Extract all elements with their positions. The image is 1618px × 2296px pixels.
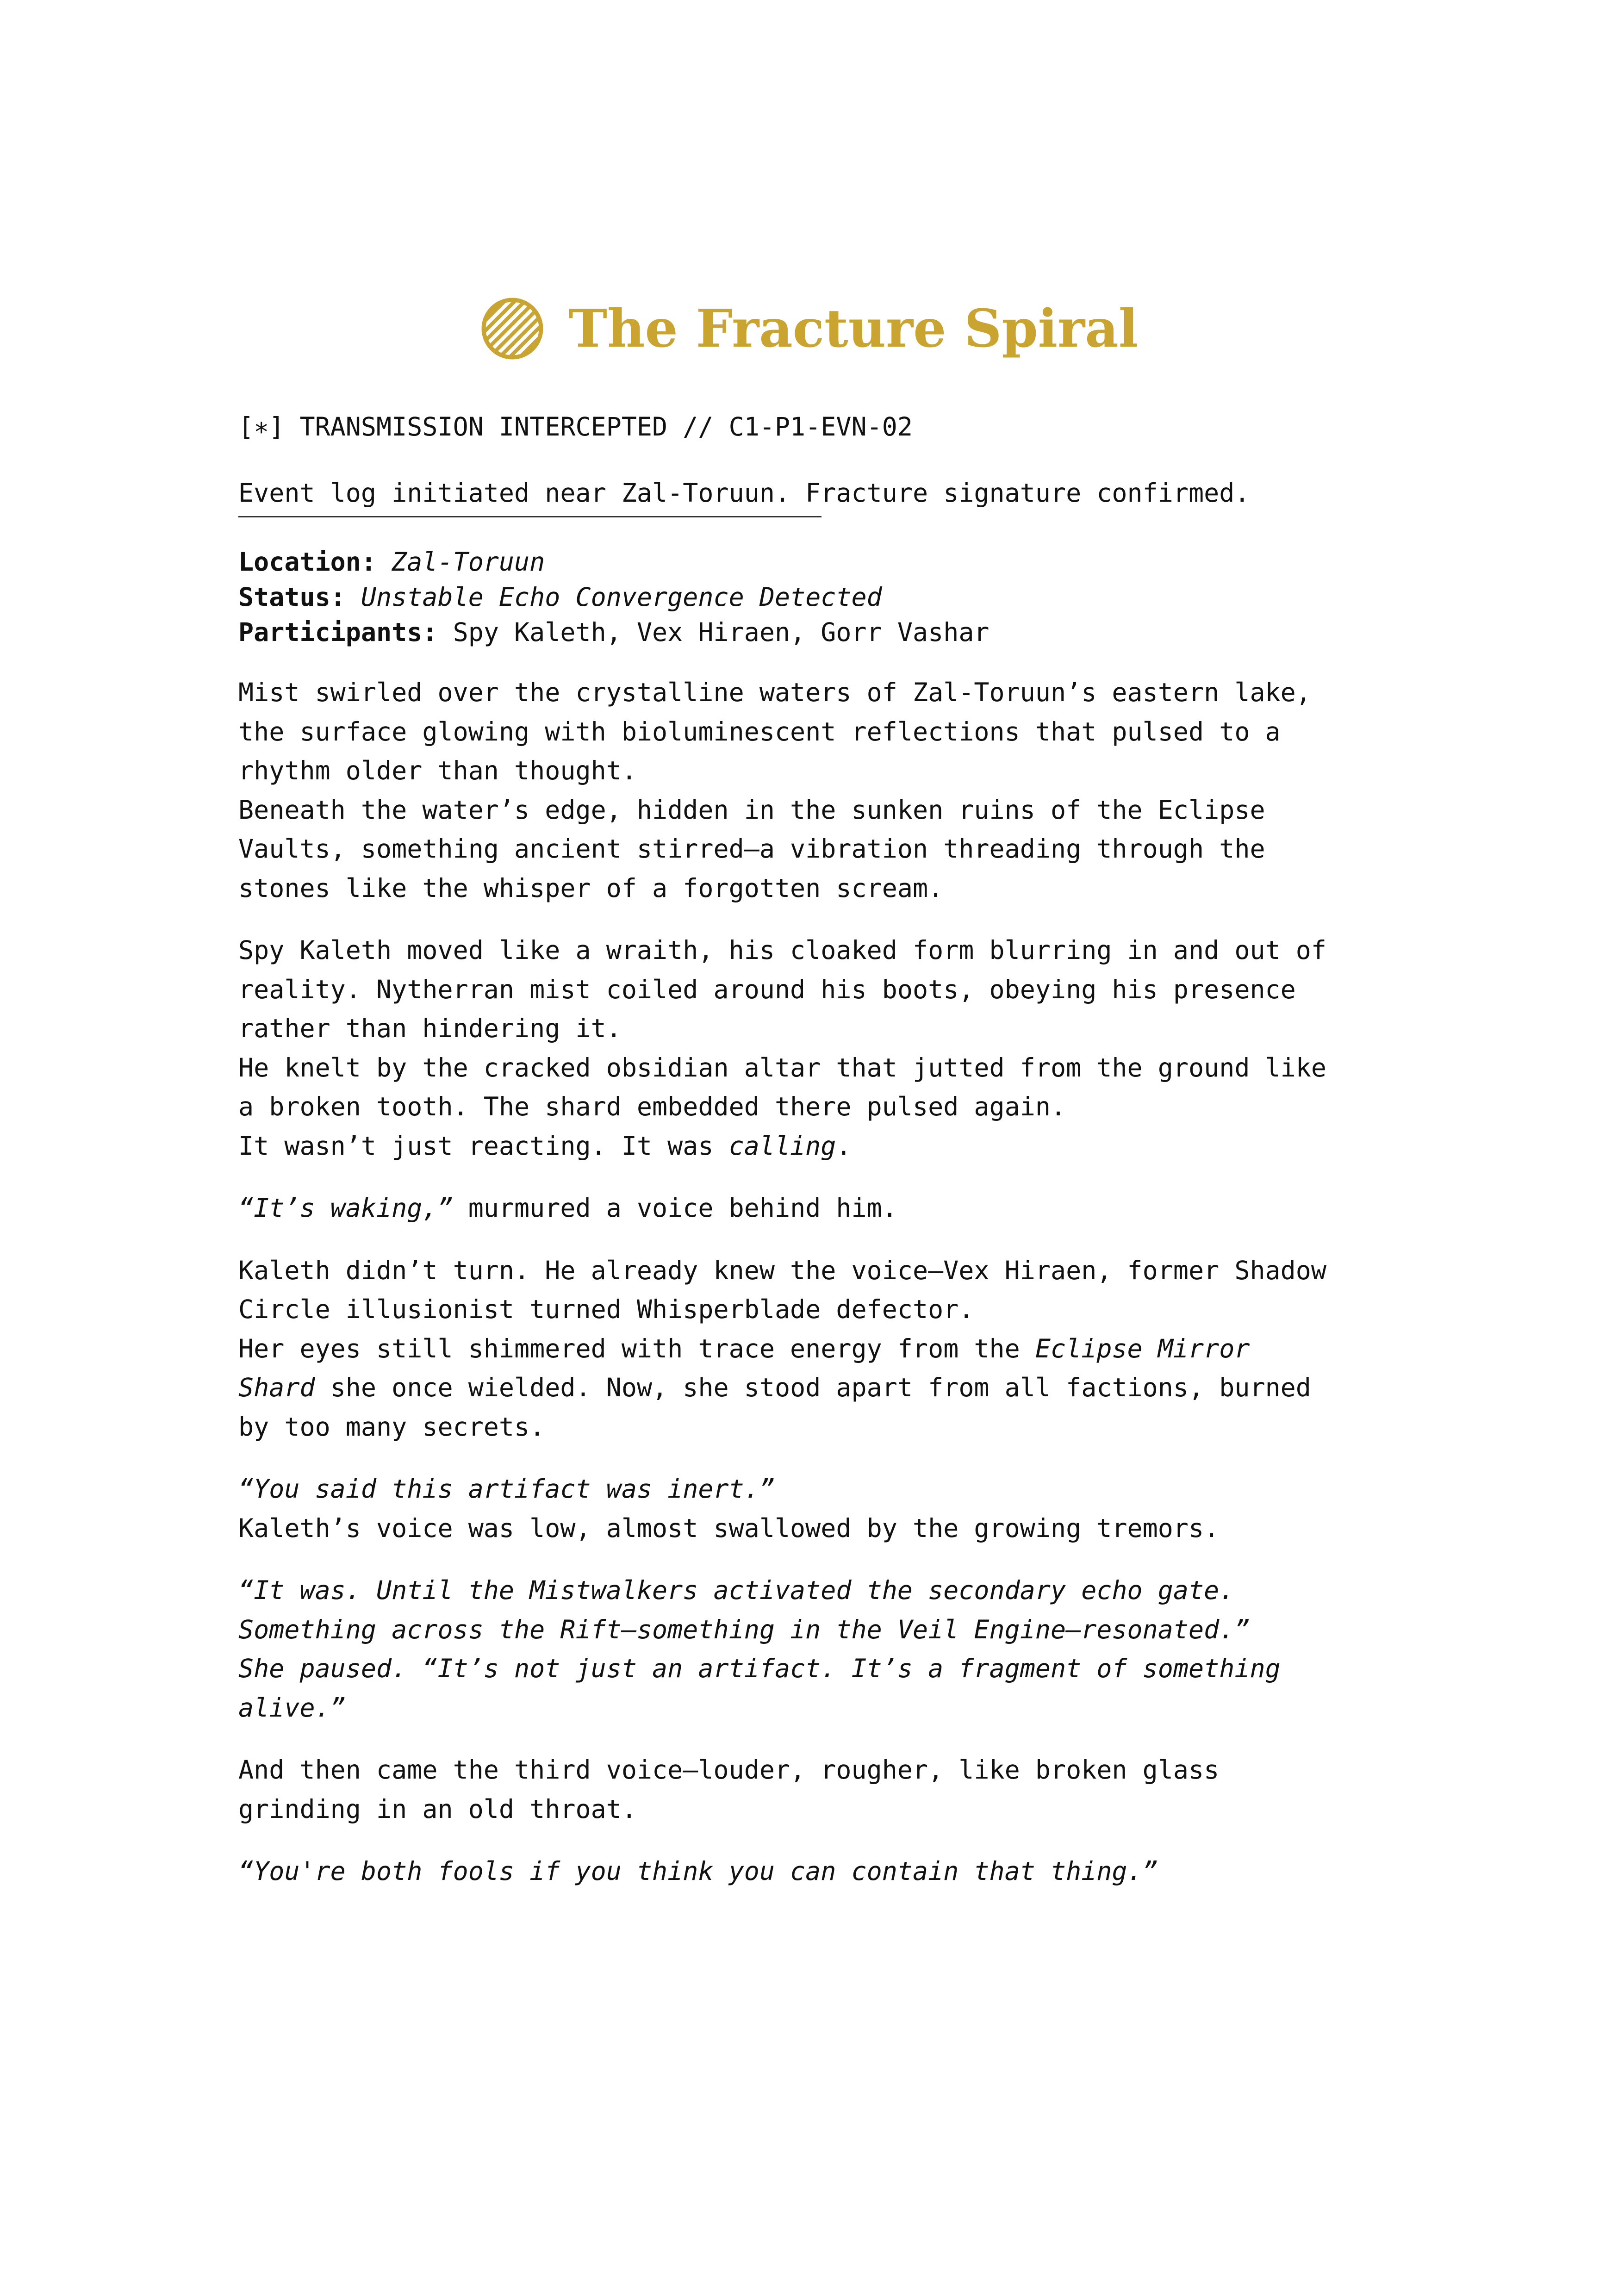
transmission-line: [∗] TRANSMISSION INTERCEPTED // C1-P1-EVN-02 bbox=[238, 412, 913, 442]
paragraph-line: Kaleth didn’t turn. He already knew the voice—Vex Hiraen, former Shadow bbox=[238, 1255, 1327, 1285]
status-row bbox=[238, 579, 1382, 615]
paragraph-line: He knelt by the cracked obsidian altar that jutted from the ground like bbox=[238, 1052, 1327, 1083]
paragraph-line bbox=[238, 1188, 1382, 1228]
paragraph-5 bbox=[238, 1469, 1382, 1548]
location-value: Zal-Toruun bbox=[392, 547, 545, 577]
paragraph-line: Beneath the water’s edge, hidden in the sunken ruins of the Eclipse bbox=[238, 795, 1265, 825]
paragraph-8 bbox=[238, 1852, 1382, 1891]
meta-block bbox=[238, 544, 1382, 650]
dialogue-quote: “You said this artifact was inert.” bbox=[238, 1474, 775, 1504]
paragraph-line: And then came the third voice—louder, rougher, like broken glass bbox=[238, 1755, 1220, 1785]
status-value: Unstable Echo Convergence Detected bbox=[361, 582, 882, 612]
document-body bbox=[238, 407, 1382, 1891]
paragraph-line: a broken tooth. The shard embedded there pulsed again. bbox=[238, 1092, 1066, 1121]
paragraph-6 bbox=[238, 1571, 1382, 1727]
paragraph-line: reality. Nytherran mist coiled around his boots, obeying his presence bbox=[238, 974, 1296, 1004]
participants-value: Spy Kaleth, Vex Hiraen, Gorr Vashar bbox=[453, 617, 989, 647]
paragraph-line bbox=[238, 1126, 1382, 1166]
emphasis-text: Shard bbox=[238, 1373, 315, 1402]
dialogue-quote: “It’s not just an artifact. It’s a fragment of something bbox=[422, 1654, 1281, 1683]
status-label: Status: bbox=[238, 582, 346, 612]
paragraph-line bbox=[238, 1649, 1382, 1688]
participants-row bbox=[238, 615, 1382, 650]
paragraph-7 bbox=[238, 1750, 1382, 1829]
paragraph-line: rhythm older than thought. bbox=[238, 756, 637, 785]
emphasis-text: Eclipse Mirror bbox=[1035, 1333, 1250, 1363]
paragraph-line: by too many secrets. bbox=[238, 1412, 545, 1442]
paragraph-line bbox=[238, 1329, 1382, 1369]
paragraph-line bbox=[238, 1368, 1382, 1407]
paragraph-line: Spy Kaleth moved like a wraith, his cloaked form blurring in and out of bbox=[238, 935, 1327, 965]
divider bbox=[238, 516, 821, 517]
paragraph-2 bbox=[238, 931, 1382, 1165]
participants-label: Participants: bbox=[238, 617, 438, 647]
paragraph-line: rather than hindering it. bbox=[238, 1014, 622, 1043]
document-title: The Fracture Spiral bbox=[568, 298, 1139, 359]
dialogue-quote: “It’s waking,” bbox=[238, 1193, 453, 1223]
paragraph-line: stones like the whisper of a forgotten scream. bbox=[238, 873, 944, 903]
dialogue-quote: “It was. Until the Mistwalkers activated the secondary echo gate. bbox=[238, 1575, 1235, 1605]
dialogue-quote: Something across the Rift—something in the Veil Engine—resonated.” bbox=[238, 1614, 1250, 1644]
text-run: . bbox=[836, 1131, 852, 1161]
title-row bbox=[0, 296, 1618, 361]
paragraph-line: Vaults, something ancient stirred—a vibration threading through the bbox=[238, 834, 1265, 864]
intro-line: Event log initiated near Zal-Toruun. Fracture signature confirmed. bbox=[238, 478, 1250, 508]
text-run: It wasn’t just reacting. It was bbox=[238, 1131, 729, 1161]
emphasis-text: calling bbox=[728, 1131, 836, 1161]
location-row bbox=[238, 544, 1382, 579]
location-label: Location: bbox=[238, 547, 377, 577]
paragraph-line: grinding in an old throat. bbox=[238, 1794, 637, 1824]
text-run: Her eyes still shimmered with trace energy from the bbox=[238, 1333, 1035, 1363]
paragraph-line: the surface glowing with bioluminescent reflections that pulsed to a bbox=[238, 716, 1281, 747]
text-run: murmured a voice behind him. bbox=[453, 1193, 897, 1223]
paragraph-line: Kaleth’s voice was low, almost swallowed by the growing tremors. bbox=[238, 1513, 1220, 1543]
paragraph-3 bbox=[238, 1188, 1382, 1228]
paragraph-line: Circle illusionist turned Whisperblade defector. bbox=[238, 1294, 974, 1324]
text-run: She paused. bbox=[238, 1654, 423, 1683]
hatched-circle-icon bbox=[480, 296, 545, 361]
paragraph-line: Mist swirled over the crystalline waters of Zal-Toruun’s eastern lake, bbox=[238, 678, 1311, 707]
paragraph-4 bbox=[238, 1251, 1382, 1447]
paragraph-1 bbox=[238, 673, 1382, 908]
text-run: she once wielded. Now, she stood apart from all factions, burned bbox=[315, 1373, 1311, 1402]
dialogue-quote: “You're both fools if you think you can contain that thing.” bbox=[238, 1856, 1158, 1886]
dialogue-quote: alive.” bbox=[238, 1692, 346, 1723]
